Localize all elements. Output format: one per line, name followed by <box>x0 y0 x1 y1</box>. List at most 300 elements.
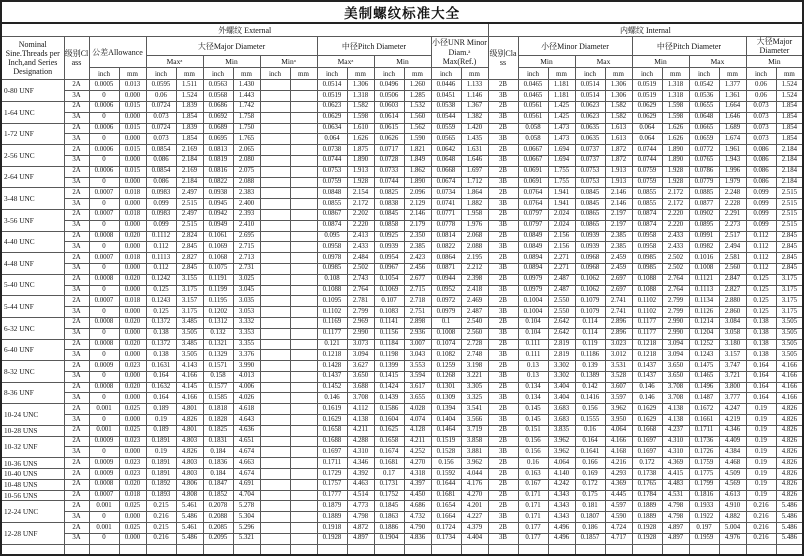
class-cell: 2A <box>64 490 89 501</box>
value-cell: 0.0623 <box>317 101 347 112</box>
value-cell: 0.1619 <box>317 404 347 415</box>
value-cell <box>575 544 605 555</box>
value-cell: 4.691 <box>233 479 260 490</box>
value-cell: 0.19 <box>746 447 776 458</box>
value-cell <box>290 544 317 555</box>
class-cell: 3A <box>64 447 89 458</box>
class-cell: 3A <box>64 307 89 318</box>
value-cell: 1.839 <box>176 123 203 134</box>
value-cell: 0.0865 <box>575 209 605 220</box>
value-cell: 0.0665 <box>689 123 719 134</box>
value-cell <box>290 231 317 242</box>
table-row <box>1 91 803 102</box>
class-cell: 2B <box>488 231 518 242</box>
value-cell: 1.598 <box>347 112 374 123</box>
value-cell: 0.0982 <box>689 242 719 253</box>
value-cell: 0.1088 <box>317 285 347 296</box>
value-cell: 0.19 <box>746 479 776 490</box>
value-cell: 3.485 <box>176 317 203 328</box>
class-cell: 3A <box>64 512 89 523</box>
value-cell: 0.1726 <box>689 447 719 458</box>
value-cell: 0.023 <box>119 361 146 372</box>
value-cell: 0.1088 <box>632 285 662 296</box>
value-cell: 0.171 <box>518 490 548 501</box>
value-cell: 4.798 <box>662 501 689 512</box>
value-cell: 1.694 <box>548 155 575 166</box>
value-cell <box>260 91 290 102</box>
value-cell: 0.0753 <box>575 177 605 188</box>
value-cell: 1.610 <box>347 123 374 134</box>
value-cell: 0.086 <box>746 166 776 177</box>
value-cell: 4.590 <box>605 512 632 523</box>
value-cell: 2.273 <box>719 220 746 231</box>
value-cell: 4.806 <box>176 479 203 490</box>
value-cell: 4.872 <box>347 523 374 534</box>
value-cell: 2.741 <box>605 296 632 307</box>
value-cell <box>260 469 290 480</box>
value-cell: 0.1845 <box>374 501 404 512</box>
value-cell: 0.1079 <box>575 307 605 318</box>
table-row <box>1 123 803 134</box>
value-cell: 1.626 <box>347 134 374 145</box>
value-cell: 0.000 <box>119 199 146 210</box>
value-cell: 1.318 <box>662 80 689 91</box>
value-cell: 0.015 <box>119 145 146 156</box>
value-cell: 1.260 <box>404 80 431 91</box>
value-cell: 0.1394 <box>431 404 461 415</box>
value-cell: 2.799 <box>347 307 374 318</box>
thread-size-label: 12-28 UNF <box>1 523 64 545</box>
inch-unit-label: inch <box>317 68 347 80</box>
value-cell: 0.0691 <box>518 166 548 177</box>
value-cell <box>518 544 548 555</box>
value-cell: 4.074 <box>404 415 431 426</box>
value-cell: 0.166 <box>575 458 605 469</box>
class-cell: 3B <box>488 350 518 361</box>
value-cell: 3.747 <box>719 361 746 372</box>
value-cell: 4.882 <box>719 512 746 523</box>
value-cell: 0.0864 <box>431 253 461 264</box>
value-cell: 0.1654 <box>431 501 461 512</box>
table-row <box>1 231 803 242</box>
class-cell: 2A <box>64 425 89 436</box>
value-cell <box>290 317 317 328</box>
class-cell: 3B <box>488 447 518 458</box>
value-cell: 1.765 <box>233 134 260 145</box>
value-cell: 3.655 <box>404 393 431 404</box>
value-cell: 1.755 <box>548 177 575 188</box>
value-cell: 0.06 <box>746 91 776 102</box>
value-cell: 4.514 <box>347 490 374 501</box>
value-cell: 0.0825 <box>374 188 404 199</box>
value-cell <box>260 490 290 501</box>
value-cell: 0.0885 <box>689 188 719 199</box>
value-cell: 0.181 <box>575 501 605 512</box>
class-cell: 3A <box>64 91 89 102</box>
value-cell: 1.532 <box>404 101 431 112</box>
value-cell: 5.461 <box>176 501 203 512</box>
class-cell: 2B <box>488 296 518 307</box>
class-cell: 2B <box>488 436 518 447</box>
value-cell: 4.310 <box>662 436 689 447</box>
value-cell: 1.694 <box>548 145 575 156</box>
class-cell: 2B <box>488 404 518 415</box>
value-cell: 1.133 <box>461 80 488 91</box>
value-cell: 4.247 <box>719 404 746 415</box>
value-cell: 1.582 <box>605 101 632 112</box>
value-cell: 0.1301 <box>431 382 461 393</box>
value-cell: 5.486 <box>776 533 803 544</box>
value-cell: 4.343 <box>548 512 575 523</box>
value-cell: 0.0659 <box>689 134 719 145</box>
value-cell: 3.505 <box>176 350 203 361</box>
class-cell: 2A <box>64 209 89 220</box>
value-cell: 0.020 <box>119 274 146 285</box>
value-cell: 3.073 <box>347 339 374 350</box>
value-cell: 2.291 <box>719 209 746 220</box>
value-cell: 2.827 <box>176 253 203 264</box>
value-cell: 3.175 <box>776 296 803 307</box>
value-cell: 2.515 <box>776 220 803 231</box>
value-cell: 0.0733 <box>374 166 404 177</box>
value-cell <box>260 296 290 307</box>
value-cell <box>290 155 317 166</box>
value-cell: 0.158 <box>203 371 233 382</box>
value-cell: 0.134 <box>518 382 548 393</box>
class-cell: 3A <box>64 134 89 145</box>
value-cell: 0.1218 <box>632 350 662 361</box>
value-cell: 2.741 <box>605 307 632 318</box>
thread-size-label: 2-56 UNC <box>1 145 64 167</box>
class-cell: 3A <box>64 285 89 296</box>
value-cell: 1.755 <box>548 166 575 177</box>
value-cell: 0.0848 <box>317 188 347 199</box>
value-cell: 2.515 <box>776 209 803 220</box>
thread-size-label: 5-40 UNC <box>1 274 64 296</box>
value-cell: 3.198 <box>461 361 488 372</box>
value-cell: 0.2085 <box>203 523 233 534</box>
value-cell: 2.515 <box>176 220 203 231</box>
value-cell: 0.0858 <box>374 220 404 231</box>
value-cell: 0.1309 <box>431 393 461 404</box>
value-cell: 0.0519 <box>632 80 662 91</box>
value-cell: 4.138 <box>662 404 689 415</box>
table-row <box>1 479 803 490</box>
value-cell: 0.0615 <box>374 123 404 134</box>
value-cell <box>290 134 317 145</box>
value-cell: 1.928 <box>662 166 689 177</box>
value-cell: 0.0895 <box>689 220 719 231</box>
value-cell: 0.1312 <box>203 317 233 328</box>
value-cell <box>260 123 290 134</box>
inch-unit-label: inch <box>431 68 461 80</box>
value-cell: 4.064 <box>605 425 632 436</box>
class-cell: 3B <box>488 371 518 382</box>
class-cell: 2B <box>488 361 518 372</box>
thread-size-label: 10-24 UNC <box>1 404 64 426</box>
value-cell: 0.1177 <box>632 317 662 328</box>
value-cell: 0.0945 <box>203 199 233 210</box>
value-cell: 0.167 <box>518 479 548 490</box>
value-cell: 2.184 <box>776 155 803 166</box>
value-cell: 4.826 <box>776 458 803 469</box>
value-cell: 0.0753 <box>575 166 605 177</box>
value-cell <box>260 209 290 220</box>
value-cell: 1.941 <box>548 188 575 199</box>
thread-size-label: 10-56 UNS <box>1 490 64 501</box>
value-cell: 0.001 <box>89 404 119 415</box>
value-cell: 0.0595 <box>146 80 176 91</box>
value-cell <box>260 231 290 242</box>
value-cell: 0.099 <box>146 220 176 231</box>
value-cell: 0.025 <box>119 425 146 436</box>
value-cell: 4.166 <box>176 371 203 382</box>
value-cell: 0.0902 <box>689 209 719 220</box>
value-cell: 2.517 <box>719 231 746 242</box>
value-cell: 3.777 <box>719 393 746 404</box>
table-row <box>1 166 803 177</box>
value-cell: 2.502 <box>347 263 374 274</box>
value-cell: 3.719 <box>461 425 488 436</box>
value-cell: 4.801 <box>176 404 203 415</box>
class-cell: 2B <box>488 501 518 512</box>
value-cell: 4.910 <box>719 501 746 512</box>
value-cell: 5.321 <box>233 533 260 544</box>
value-cell: 0.2095 <box>203 533 233 544</box>
thread-size-label: 10-48 UNS <box>1 479 64 490</box>
value-cell: 0.1252 <box>689 339 719 350</box>
value-cell: 0.1807 <box>575 512 605 523</box>
value-cell <box>290 425 317 436</box>
value-cell: 0.0867 <box>317 209 347 220</box>
value-cell: 3.688 <box>347 382 374 393</box>
value-cell <box>233 544 260 555</box>
value-cell: 0.0465 <box>518 80 548 91</box>
class-cell: 2B <box>488 458 518 469</box>
major-diameter-external-header: 大径Major Diameter <box>146 37 317 56</box>
value-cell: 0.1008 <box>689 263 719 274</box>
value-cell: 0.1321 <box>203 339 233 350</box>
value-cell: 0.1928 <box>317 533 347 544</box>
allowance-column-header: 公差Allowance <box>89 37 146 68</box>
value-cell: 0.1016 <box>689 253 719 264</box>
value-cell: 0.1112 <box>146 231 176 242</box>
value-cell: 0.145 <box>518 415 548 426</box>
value-cell: 0.112 <box>146 242 176 253</box>
value-cell <box>317 544 347 555</box>
value-cell: 3.180 <box>719 339 746 350</box>
value-cell: 2.080 <box>233 155 260 166</box>
value-cell: 5.486 <box>776 523 803 534</box>
value-cell: 0 <box>89 393 119 404</box>
value-cell: 0.146 <box>632 382 662 393</box>
value-cell: 1.928 <box>662 177 689 188</box>
class-cell: 3B <box>488 112 518 123</box>
value-cell: 1.928 <box>347 177 374 188</box>
value-cell: 4.397 <box>404 479 431 490</box>
value-cell: 4.138 <box>347 415 374 426</box>
value-cell: 1.976 <box>461 220 488 231</box>
value-cell: 0.0874 <box>632 220 662 231</box>
value-cell <box>290 145 317 156</box>
value-cell: 1.979 <box>719 177 746 188</box>
value-cell: 0.1625 <box>374 425 404 436</box>
value-cell: 2.748 <box>461 350 488 361</box>
value-cell: 0.1664 <box>431 512 461 523</box>
value-cell: 4.343 <box>548 490 575 501</box>
value-cell: 0.1672 <box>689 404 719 415</box>
value-cell: 1.958 <box>461 209 488 220</box>
value-cell: 2.459 <box>605 253 632 264</box>
value-cell: 0.0738 <box>317 145 347 156</box>
value-cell: 0.073 <box>146 112 176 123</box>
value-cell <box>290 382 317 393</box>
value-cell: 0.0728 <box>374 155 404 166</box>
value-cell: 0.1464 <box>431 425 461 436</box>
inch-unit-label: inch <box>689 68 719 80</box>
value-cell: 1.961 <box>719 145 746 156</box>
value-cell: 1.854 <box>176 112 203 123</box>
value-cell: 2.433 <box>662 242 689 253</box>
value-cell <box>260 479 290 490</box>
value-cell: 0 <box>89 371 119 382</box>
value-cell: 1.646 <box>719 112 746 123</box>
value-cell: 0.0865 <box>575 220 605 231</box>
value-cell: 0.1661 <box>689 415 719 426</box>
value-cell: 0.112 <box>746 253 776 264</box>
value-cell: 2.398 <box>461 274 488 285</box>
table-row <box>1 339 803 350</box>
value-cell: 0.156 <box>518 436 548 447</box>
value-cell: 4.790 <box>404 523 431 534</box>
pitch-int-min-subheader: Min <box>632 56 689 68</box>
value-cell: 0.018 <box>119 296 146 307</box>
value-cell: 3.505 <box>776 328 803 339</box>
value-cell: 0.0006 <box>89 101 119 112</box>
class-cell: 3A <box>64 371 89 382</box>
value-cell: 3.835 <box>548 425 575 436</box>
value-cell <box>260 533 290 544</box>
value-cell <box>146 544 176 555</box>
value-cell: 1.524 <box>776 80 803 91</box>
value-cell: 4.318 <box>404 469 431 480</box>
value-cell: 2.715 <box>404 285 431 296</box>
class-cell: 3A <box>64 199 89 210</box>
value-cell: 0.0007 <box>89 296 119 307</box>
value-cell: 0.1074 <box>431 339 461 350</box>
value-cell: 1.758 <box>233 112 260 123</box>
value-cell: 2.781 <box>347 296 374 307</box>
table-row <box>1 382 803 393</box>
value-cell: 0.216 <box>746 523 776 534</box>
value-cell: 0 <box>89 350 119 361</box>
value-cell: 2.990 <box>662 317 689 328</box>
value-cell: 1.306 <box>605 80 632 91</box>
value-cell: 0.0542 <box>689 80 719 91</box>
value-cell: 0.1892 <box>146 479 176 490</box>
value-cell: 0.0822 <box>203 177 233 188</box>
value-cell: 1.582 <box>347 101 374 112</box>
value-cell: 4.409 <box>719 436 746 447</box>
class-cell: 2B <box>488 253 518 264</box>
value-cell: 0.0006 <box>89 145 119 156</box>
value-cell: 0.1631 <box>146 361 176 372</box>
value-cell: 3.175 <box>176 285 203 296</box>
value-cell: 2.896 <box>605 317 632 328</box>
table-row <box>1 177 803 188</box>
value-cell: 0.1202 <box>203 307 233 318</box>
value-cell: 0.1054 <box>374 274 404 285</box>
value-cell: 0.19 <box>746 404 776 415</box>
inch-unit-label: inch <box>374 68 404 80</box>
value-cell: 4.242 <box>548 479 575 490</box>
value-cell: 0.1259 <box>431 361 461 372</box>
value-cell: 3.376 <box>233 350 260 361</box>
table-row <box>1 263 803 274</box>
thread-size-label: 10-36 UNS <box>1 458 64 469</box>
value-cell: 1.306 <box>605 91 632 102</box>
value-cell: 0.0695 <box>203 134 233 145</box>
value-cell <box>260 166 290 177</box>
value-cell: 1.697 <box>461 166 488 177</box>
value-cell: 0.0561 <box>518 112 548 123</box>
value-cell: 0.015 <box>119 166 146 177</box>
value-cell: 2.469 <box>461 296 488 307</box>
value-cell: 0.1199 <box>203 285 233 296</box>
value-cell: 0.1113 <box>689 285 719 296</box>
value-cell: 0.1757 <box>317 479 347 490</box>
value-cell: 0.1928 <box>632 533 662 544</box>
value-cell: 0.1243 <box>146 296 176 307</box>
value-cell <box>260 393 290 404</box>
value-cell: 0.164 <box>746 382 776 393</box>
value-cell: 0.1329 <box>203 350 233 361</box>
table-row <box>1 285 803 296</box>
value-cell: 3.950 <box>605 415 632 426</box>
value-cell: 0.1933 <box>689 501 719 512</box>
value-cell: 0.1889 <box>632 501 662 512</box>
class-cell: 2A <box>64 404 89 415</box>
value-cell: 0.073 <box>746 123 776 134</box>
value-cell: 0.0765 <box>689 155 719 166</box>
value-cell <box>662 544 689 555</box>
value-cell <box>290 404 317 415</box>
value-cell: 0.1784 <box>632 490 662 501</box>
value-cell: 4.028 <box>404 404 431 415</box>
value-cell: 4.166 <box>776 393 803 404</box>
value-cell: 0.216 <box>146 533 176 544</box>
value-cell <box>260 382 290 393</box>
value-cell: 0.164 <box>746 393 776 404</box>
value-cell: 4.237 <box>662 425 689 436</box>
value-cell: 0.1697 <box>317 447 347 458</box>
value-cell: 0.1068 <box>203 253 233 264</box>
class-cell: 2A <box>64 123 89 134</box>
table-row <box>1 145 803 156</box>
value-cell: 0.0655 <box>689 101 719 112</box>
value-cell <box>260 155 290 166</box>
value-cell: 0.0667 <box>518 155 548 166</box>
value-cell: 1.377 <box>719 80 746 91</box>
value-cell <box>260 339 290 350</box>
value-cell: 0.0446 <box>431 80 461 91</box>
value-cell: 0.0874 <box>317 220 347 231</box>
value-cell: 1.361 <box>719 91 746 102</box>
value-cell: 0 <box>89 328 119 339</box>
value-cell <box>260 199 290 210</box>
value-cell: 4.801 <box>176 425 203 436</box>
value-cell: 4.651 <box>233 436 260 447</box>
